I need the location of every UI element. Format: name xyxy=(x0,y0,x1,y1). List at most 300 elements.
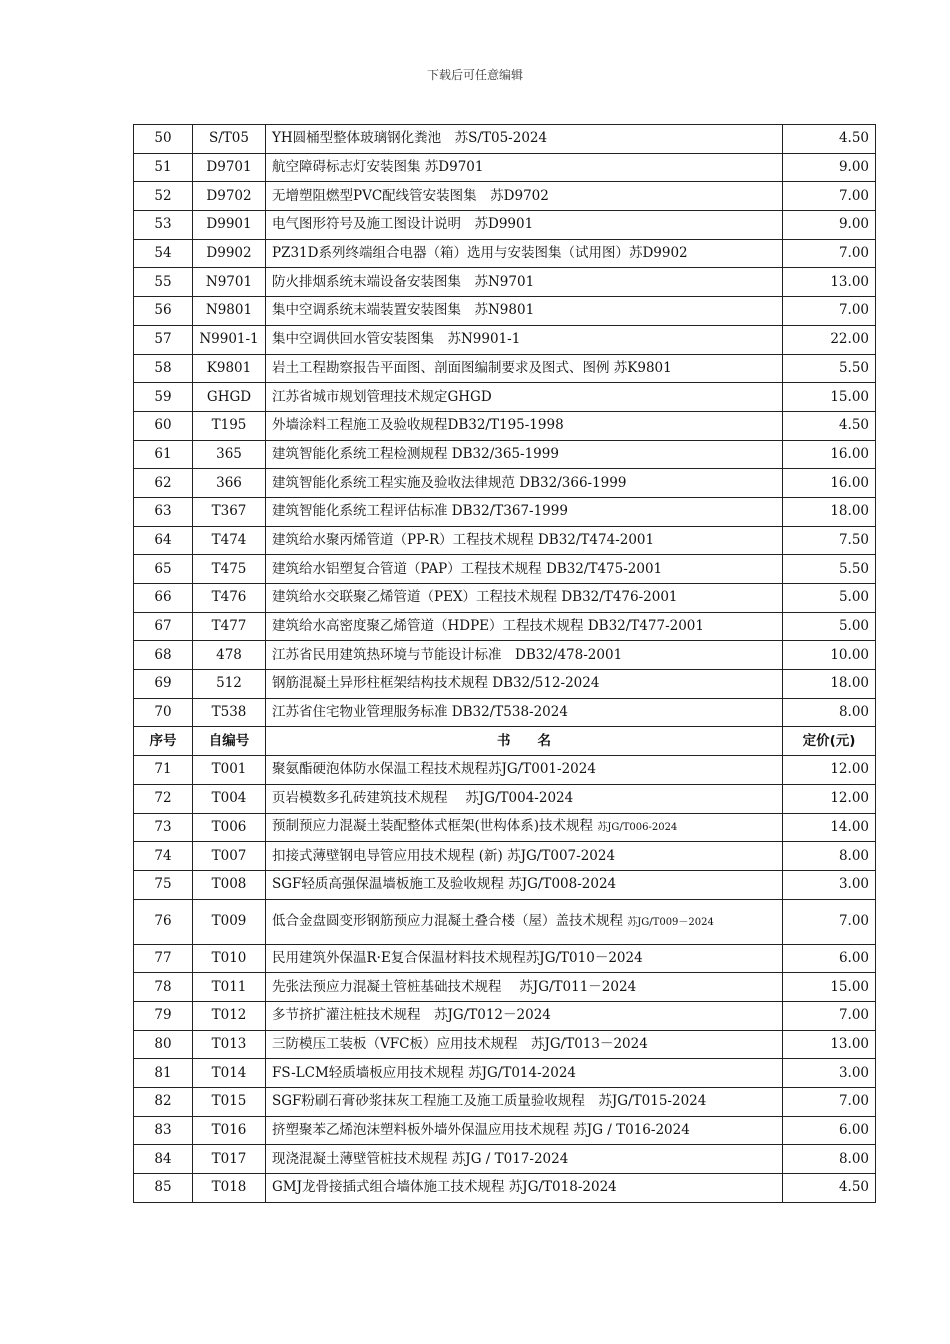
row-title-text: 预制预应力混凝土装配整体式框架(世构体系)技术规程 xyxy=(272,818,594,835)
row-code xyxy=(193,125,266,154)
row-number-text: 65 xyxy=(154,560,172,577)
row-title-text: 建筑给水聚丙烯管道（PP-R）工程技术规程 DB32/T474-2001 xyxy=(272,531,655,548)
table-row xyxy=(134,756,876,785)
row-number-text: 70 xyxy=(154,704,172,721)
row-price-text: 12.00 xyxy=(830,790,869,807)
row-price xyxy=(783,325,876,354)
row-price-text: 9.00 xyxy=(838,216,869,233)
row-code-text: S/T05 xyxy=(209,130,249,147)
row-code-text: T001 xyxy=(211,761,247,778)
row-number xyxy=(134,899,193,944)
row-number-text: 60 xyxy=(154,417,172,434)
row-title-text: FS-LCM轻质墙板应用技术规程 苏JG/T014-2024 xyxy=(272,1064,577,1081)
row-title xyxy=(266,1059,783,1088)
row-price-text: 7.00 xyxy=(838,1093,869,1110)
row-title-text: 页岩模数多孔砖建筑技术规程 苏JG/T004-2024 xyxy=(272,790,574,807)
row-code xyxy=(193,944,266,973)
row-title-text: 外墙涂料工程施工及验收规程DB32/T195-1998 xyxy=(272,417,564,434)
row-title xyxy=(266,1116,783,1145)
row-title xyxy=(266,973,783,1002)
table-body-top xyxy=(134,125,876,727)
row-title-text: 岩土工程勘察报告平面图、剖面图编制要求及图式、图例 苏K9801 xyxy=(272,359,672,376)
row-code-text: 478 xyxy=(216,646,242,663)
row-number-text: 82 xyxy=(154,1093,172,1110)
header-no: 序号 xyxy=(134,727,193,756)
row-code xyxy=(193,268,266,297)
row-number-text: 59 xyxy=(154,388,172,405)
row-code-text: T014 xyxy=(211,1064,247,1081)
row-price xyxy=(783,125,876,154)
row-number xyxy=(134,153,193,182)
row-title xyxy=(266,899,783,944)
row-code-text: T016 xyxy=(211,1122,247,1139)
row-price-text: 5.50 xyxy=(838,359,869,376)
row-price-text: 5.00 xyxy=(838,589,869,606)
row-code xyxy=(193,383,266,412)
row-number xyxy=(134,497,193,526)
row-code xyxy=(193,641,266,670)
row-title-text: 建筑智能化系统工程评估标准 DB32/T367-1999 xyxy=(272,503,568,520)
row-code-text: T008 xyxy=(211,876,247,893)
row-code xyxy=(193,584,266,613)
table-row xyxy=(134,584,876,613)
row-number-text: 58 xyxy=(154,359,172,376)
row-title-text: 先张法预应力混凝土管桩基础技术规程 苏JG/T011－2024 xyxy=(272,978,637,995)
row-title-text: 多节挤扩灌注桩技术规程 苏JG/T012－2024 xyxy=(272,1007,551,1024)
row-code xyxy=(193,1030,266,1059)
table-row xyxy=(134,1059,876,1088)
row-title-text: 建筑给水交联聚乙烯管道（PEX）工程技术规程 DB32/T476-2001 xyxy=(272,589,678,606)
table-row xyxy=(134,944,876,973)
row-price xyxy=(783,1030,876,1059)
table-row xyxy=(134,125,876,154)
row-code-text: T015 xyxy=(211,1093,247,1110)
row-number-text: 69 xyxy=(154,675,172,692)
row-code-text: D9901 xyxy=(206,216,252,233)
row-number xyxy=(134,1059,193,1088)
row-title-text: 三防模压工装板（VFC板）应用技术规程 苏JG/T013－2024 xyxy=(272,1035,648,1052)
row-code xyxy=(193,784,266,813)
row-price-text: 3.00 xyxy=(838,876,869,893)
row-number xyxy=(134,1116,193,1145)
row-price xyxy=(783,899,876,944)
row-number-text: 52 xyxy=(154,187,172,204)
row-title-text: 现浇混凝土薄壁管桩技术规程 苏JG / T017-2024 xyxy=(272,1150,569,1167)
row-code-text: T006 xyxy=(211,818,247,835)
row-number xyxy=(134,698,193,727)
row-code xyxy=(193,297,266,326)
row-price xyxy=(783,1145,876,1174)
row-title xyxy=(266,555,783,584)
row-title xyxy=(266,268,783,297)
row-number-text: 84 xyxy=(154,1150,172,1167)
table-row xyxy=(134,526,876,555)
row-title-text: 建筑智能化系统工程实施及验收法律规范 DB32/366-1999 xyxy=(272,474,627,491)
row-code-text: K9801 xyxy=(206,359,252,376)
row-title-text: 江苏省城市规划管理技术规定GHGD xyxy=(272,388,492,405)
row-price xyxy=(783,641,876,670)
table-row xyxy=(134,325,876,354)
row-price xyxy=(783,211,876,240)
row-title-text: 防火排烟系统末端设备安装图集 苏N9701 xyxy=(272,273,535,290)
row-number-text: 68 xyxy=(154,646,172,663)
row-title xyxy=(266,698,783,727)
row-title-text: 无增塑阻燃型PVC配线管安装图集 苏D9702 xyxy=(272,187,549,204)
row-number xyxy=(134,411,193,440)
table-row xyxy=(134,813,876,842)
row-code xyxy=(193,1001,266,1030)
row-price xyxy=(783,153,876,182)
row-code-text: T476 xyxy=(211,589,247,606)
table-row xyxy=(134,239,876,268)
row-number-text: 72 xyxy=(154,790,172,807)
row-price-text: 5.50 xyxy=(838,560,869,577)
row-number xyxy=(134,813,193,842)
row-code xyxy=(193,182,266,211)
row-price-text: 13.00 xyxy=(830,273,869,290)
row-number-text: 80 xyxy=(154,1035,172,1052)
row-code xyxy=(193,1174,266,1203)
row-code xyxy=(193,612,266,641)
table-row xyxy=(134,1030,876,1059)
row-title xyxy=(266,670,783,699)
row-price-text: 6.00 xyxy=(838,949,869,966)
table-row xyxy=(134,440,876,469)
row-price-text: 7.00 xyxy=(838,913,869,930)
row-number xyxy=(134,469,193,498)
row-title-text: SGF粉刷石膏砂浆抹灰工程施工及施工质量验收规程 苏JG/T015-2024 xyxy=(272,1093,707,1110)
table-row xyxy=(134,211,876,240)
row-title xyxy=(266,497,783,526)
row-price xyxy=(783,944,876,973)
row-price-text: 16.00 xyxy=(830,474,869,491)
row-title-text: YH圆桶型整体玻璃钢化粪池 苏S/T05-2024 xyxy=(272,130,548,147)
row-title-text: 低合金盘圆变形钢筋预应力混凝土叠合楼（屋）盖技术规程 xyxy=(272,912,623,929)
row-number xyxy=(134,870,193,899)
row-price xyxy=(783,268,876,297)
row-price xyxy=(783,182,876,211)
row-number-text: 75 xyxy=(154,876,172,893)
row-number xyxy=(134,555,193,584)
row-price xyxy=(783,842,876,871)
table-row xyxy=(134,899,876,944)
row-code xyxy=(193,1088,266,1117)
table-row xyxy=(134,268,876,297)
row-code xyxy=(193,497,266,526)
row-price-text: 8.00 xyxy=(838,704,869,721)
row-price-text: 6.00 xyxy=(838,1122,869,1139)
row-price xyxy=(783,973,876,1002)
row-price xyxy=(783,813,876,842)
table-row xyxy=(134,870,876,899)
row-price xyxy=(783,383,876,412)
row-number xyxy=(134,584,193,613)
row-code-text: T195 xyxy=(211,417,247,434)
row-code xyxy=(193,1059,266,1088)
row-code-text: N9701 xyxy=(205,273,253,290)
row-title xyxy=(266,641,783,670)
row-price-text: 22.00 xyxy=(830,331,869,348)
row-code xyxy=(193,670,266,699)
row-code-text: T009 xyxy=(211,913,247,930)
row-code xyxy=(193,555,266,584)
row-title-text: 扣接式薄壁钢电导管应用技术规程 (新) 苏JG/T007-2024 xyxy=(272,847,616,864)
row-code-text: T007 xyxy=(211,847,247,864)
row-title xyxy=(266,440,783,469)
row-title-text: 钢筋混凝土异形柱框架结构技术规程 DB32/512-2024 xyxy=(272,675,600,692)
row-title-text: 江苏省民用建筑热环境与节能设计标准 DB32/478-2001 xyxy=(272,646,623,663)
row-number xyxy=(134,1145,193,1174)
row-code-text: T474 xyxy=(211,531,247,548)
row-price-text: 7.00 xyxy=(838,187,869,204)
row-title xyxy=(266,469,783,498)
row-title xyxy=(266,1030,783,1059)
row-price xyxy=(783,784,876,813)
row-number-text: 71 xyxy=(154,761,172,778)
row-number-text: 74 xyxy=(154,847,172,864)
row-title xyxy=(266,125,783,154)
row-number-text: 51 xyxy=(154,159,172,176)
row-code-text: T475 xyxy=(211,560,247,577)
table-header-section xyxy=(134,727,876,756)
row-title-text: GMJ龙骨接插式组合墙体施工技术规程 苏JG/T018-2024 xyxy=(272,1179,617,1196)
row-code-text: T004 xyxy=(211,790,247,807)
row-number-text: 81 xyxy=(154,1064,172,1081)
row-title xyxy=(266,842,783,871)
row-code-text: D9902 xyxy=(206,245,252,262)
table-row xyxy=(134,411,876,440)
row-number xyxy=(134,842,193,871)
row-code-text: 512 xyxy=(216,675,242,692)
row-title xyxy=(266,211,783,240)
row-number xyxy=(134,383,193,412)
row-number-text: 85 xyxy=(154,1179,172,1196)
row-price xyxy=(783,1088,876,1117)
row-price xyxy=(783,670,876,699)
row-title xyxy=(266,239,783,268)
row-code-text: D9701 xyxy=(206,159,252,176)
table-row xyxy=(134,1001,876,1030)
row-number-text: 61 xyxy=(154,445,172,462)
row-price xyxy=(783,698,876,727)
row-code-text: GHGD xyxy=(206,388,252,405)
row-price xyxy=(783,555,876,584)
row-number-text: 50 xyxy=(154,130,172,147)
row-code-text: T367 xyxy=(211,503,247,520)
row-price-text: 18.00 xyxy=(830,503,869,520)
row-number xyxy=(134,1174,193,1203)
row-number-text: 55 xyxy=(154,273,172,290)
row-price-text: 7.50 xyxy=(838,531,869,548)
table-row xyxy=(134,1174,876,1203)
row-price-text: 18.00 xyxy=(830,675,869,692)
row-price xyxy=(783,239,876,268)
row-number-text: 56 xyxy=(154,302,172,319)
row-title-text: 建筑给水铝塑复合管道（PAP）工程技术规程 DB32/T475-2001 xyxy=(272,560,663,577)
row-title-text: 建筑给水高密度聚乙烯管道（HDPE）工程技术规程 DB32/T477-2001 xyxy=(272,618,704,635)
row-number xyxy=(134,182,193,211)
row-code-text: T010 xyxy=(211,949,247,966)
row-price-text: 4.50 xyxy=(838,130,869,147)
row-price xyxy=(783,297,876,326)
row-price xyxy=(783,1116,876,1145)
row-number xyxy=(134,211,193,240)
row-code xyxy=(193,469,266,498)
row-code-text: T018 xyxy=(211,1179,247,1196)
row-number xyxy=(134,944,193,973)
row-number-text: 63 xyxy=(154,503,172,520)
row-price xyxy=(783,870,876,899)
table-row xyxy=(134,497,876,526)
row-code-text: T011 xyxy=(211,978,247,995)
row-number-text: 62 xyxy=(154,474,172,491)
row-price xyxy=(783,584,876,613)
row-title xyxy=(266,411,783,440)
row-number-text: 83 xyxy=(154,1122,172,1139)
header-code: 自编号 xyxy=(193,727,266,756)
row-code-text: 365 xyxy=(216,445,242,462)
row-price xyxy=(783,411,876,440)
row-price-text: 16.00 xyxy=(830,445,869,462)
table-row xyxy=(134,297,876,326)
row-number xyxy=(134,670,193,699)
row-price-text: 7.00 xyxy=(838,245,869,262)
row-code xyxy=(193,325,266,354)
row-title-code-small: 苏JG/T006-2024 xyxy=(597,822,678,834)
table-row xyxy=(134,670,876,699)
row-title-code-small: 苏JG/T009－2024 xyxy=(627,916,714,928)
row-price-text: 8.00 xyxy=(838,1150,869,1167)
row-price-text: 14.00 xyxy=(830,818,869,835)
row-title xyxy=(266,612,783,641)
row-code xyxy=(193,698,266,727)
row-code xyxy=(193,211,266,240)
row-number xyxy=(134,1001,193,1030)
row-price-text: 15.00 xyxy=(830,388,869,405)
row-number xyxy=(134,784,193,813)
row-price-text: 9.00 xyxy=(838,159,869,176)
row-code-text: 366 xyxy=(216,474,242,491)
table-row xyxy=(134,469,876,498)
book-catalog-table xyxy=(133,124,876,1203)
table-row xyxy=(134,1116,876,1145)
row-number-text: 73 xyxy=(154,818,172,835)
row-code xyxy=(193,842,266,871)
table-row xyxy=(134,641,876,670)
row-number xyxy=(134,125,193,154)
row-code xyxy=(193,440,266,469)
row-number xyxy=(134,268,193,297)
table-row xyxy=(134,1088,876,1117)
table-row xyxy=(134,842,876,871)
row-code-text: T477 xyxy=(211,618,247,635)
row-code-text: N9901-1 xyxy=(199,331,259,348)
row-title xyxy=(266,870,783,899)
row-code-text: T013 xyxy=(211,1035,247,1052)
row-number-text: 79 xyxy=(154,1007,172,1024)
table-row xyxy=(134,1145,876,1174)
row-number-text: 57 xyxy=(154,331,172,348)
row-code-text: D9702 xyxy=(206,187,252,204)
row-title-text: 集中空调供回水管安装图集 苏N9901-1 xyxy=(272,331,521,348)
row-title xyxy=(266,784,783,813)
row-title xyxy=(266,1174,783,1203)
row-number xyxy=(134,354,193,383)
row-code xyxy=(193,1145,266,1174)
row-price-text: 5.00 xyxy=(838,618,869,635)
row-price xyxy=(783,497,876,526)
row-code xyxy=(193,526,266,555)
table-row xyxy=(134,555,876,584)
table-row xyxy=(134,698,876,727)
row-number xyxy=(134,1088,193,1117)
row-code-text: N9801 xyxy=(205,302,253,319)
row-number xyxy=(134,297,193,326)
row-number xyxy=(134,973,193,1002)
row-price-text: 8.00 xyxy=(838,847,869,864)
row-title xyxy=(266,1145,783,1174)
row-title-text: 电气图形符号及施工图设计说明 苏D9901 xyxy=(272,216,534,233)
row-code xyxy=(193,973,266,1002)
row-number-text: 78 xyxy=(154,978,172,995)
header-title: 书 名 xyxy=(266,727,783,756)
row-number xyxy=(134,641,193,670)
row-price-text: 7.00 xyxy=(838,302,869,319)
row-code-text: T012 xyxy=(211,1007,247,1024)
row-price xyxy=(783,1174,876,1203)
row-price-text: 13.00 xyxy=(830,1035,869,1052)
row-price xyxy=(783,612,876,641)
row-price xyxy=(783,756,876,785)
header-price: 定价(元) xyxy=(783,727,876,756)
table-row xyxy=(134,354,876,383)
row-price xyxy=(783,440,876,469)
row-number-text: 66 xyxy=(154,589,172,606)
row-price-text: 10.00 xyxy=(830,646,869,663)
row-title xyxy=(266,526,783,555)
row-code xyxy=(193,899,266,944)
row-price-text: 3.00 xyxy=(838,1064,869,1081)
row-price xyxy=(783,469,876,498)
row-price-text: 12.00 xyxy=(830,761,869,778)
page-header: 下载后可任意编辑 xyxy=(426,68,523,82)
row-number xyxy=(134,325,193,354)
row-title xyxy=(266,1088,783,1117)
row-title xyxy=(266,813,783,842)
row-code xyxy=(193,870,266,899)
row-number xyxy=(134,440,193,469)
row-title xyxy=(266,944,783,973)
row-title xyxy=(266,182,783,211)
row-title-text: 集中空调系统末端装置安装图集 苏N9801 xyxy=(272,302,535,319)
row-number-text: 77 xyxy=(154,949,172,966)
row-title xyxy=(266,354,783,383)
table-body-bottom xyxy=(134,756,876,1203)
row-number xyxy=(134,756,193,785)
row-title xyxy=(266,1001,783,1030)
row-number-text: 67 xyxy=(154,618,172,635)
row-title xyxy=(266,153,783,182)
row-price xyxy=(783,354,876,383)
row-number-text: 54 xyxy=(154,245,172,262)
row-number-text: 76 xyxy=(154,913,172,930)
row-price xyxy=(783,1059,876,1088)
row-title-text: 挤塑聚苯乙烯泡沫塑料板外墙外保温应用技术规程 苏JG / T016-2024 xyxy=(272,1122,690,1139)
table-row xyxy=(134,612,876,641)
row-code xyxy=(193,1116,266,1145)
row-title xyxy=(266,325,783,354)
row-number xyxy=(134,239,193,268)
